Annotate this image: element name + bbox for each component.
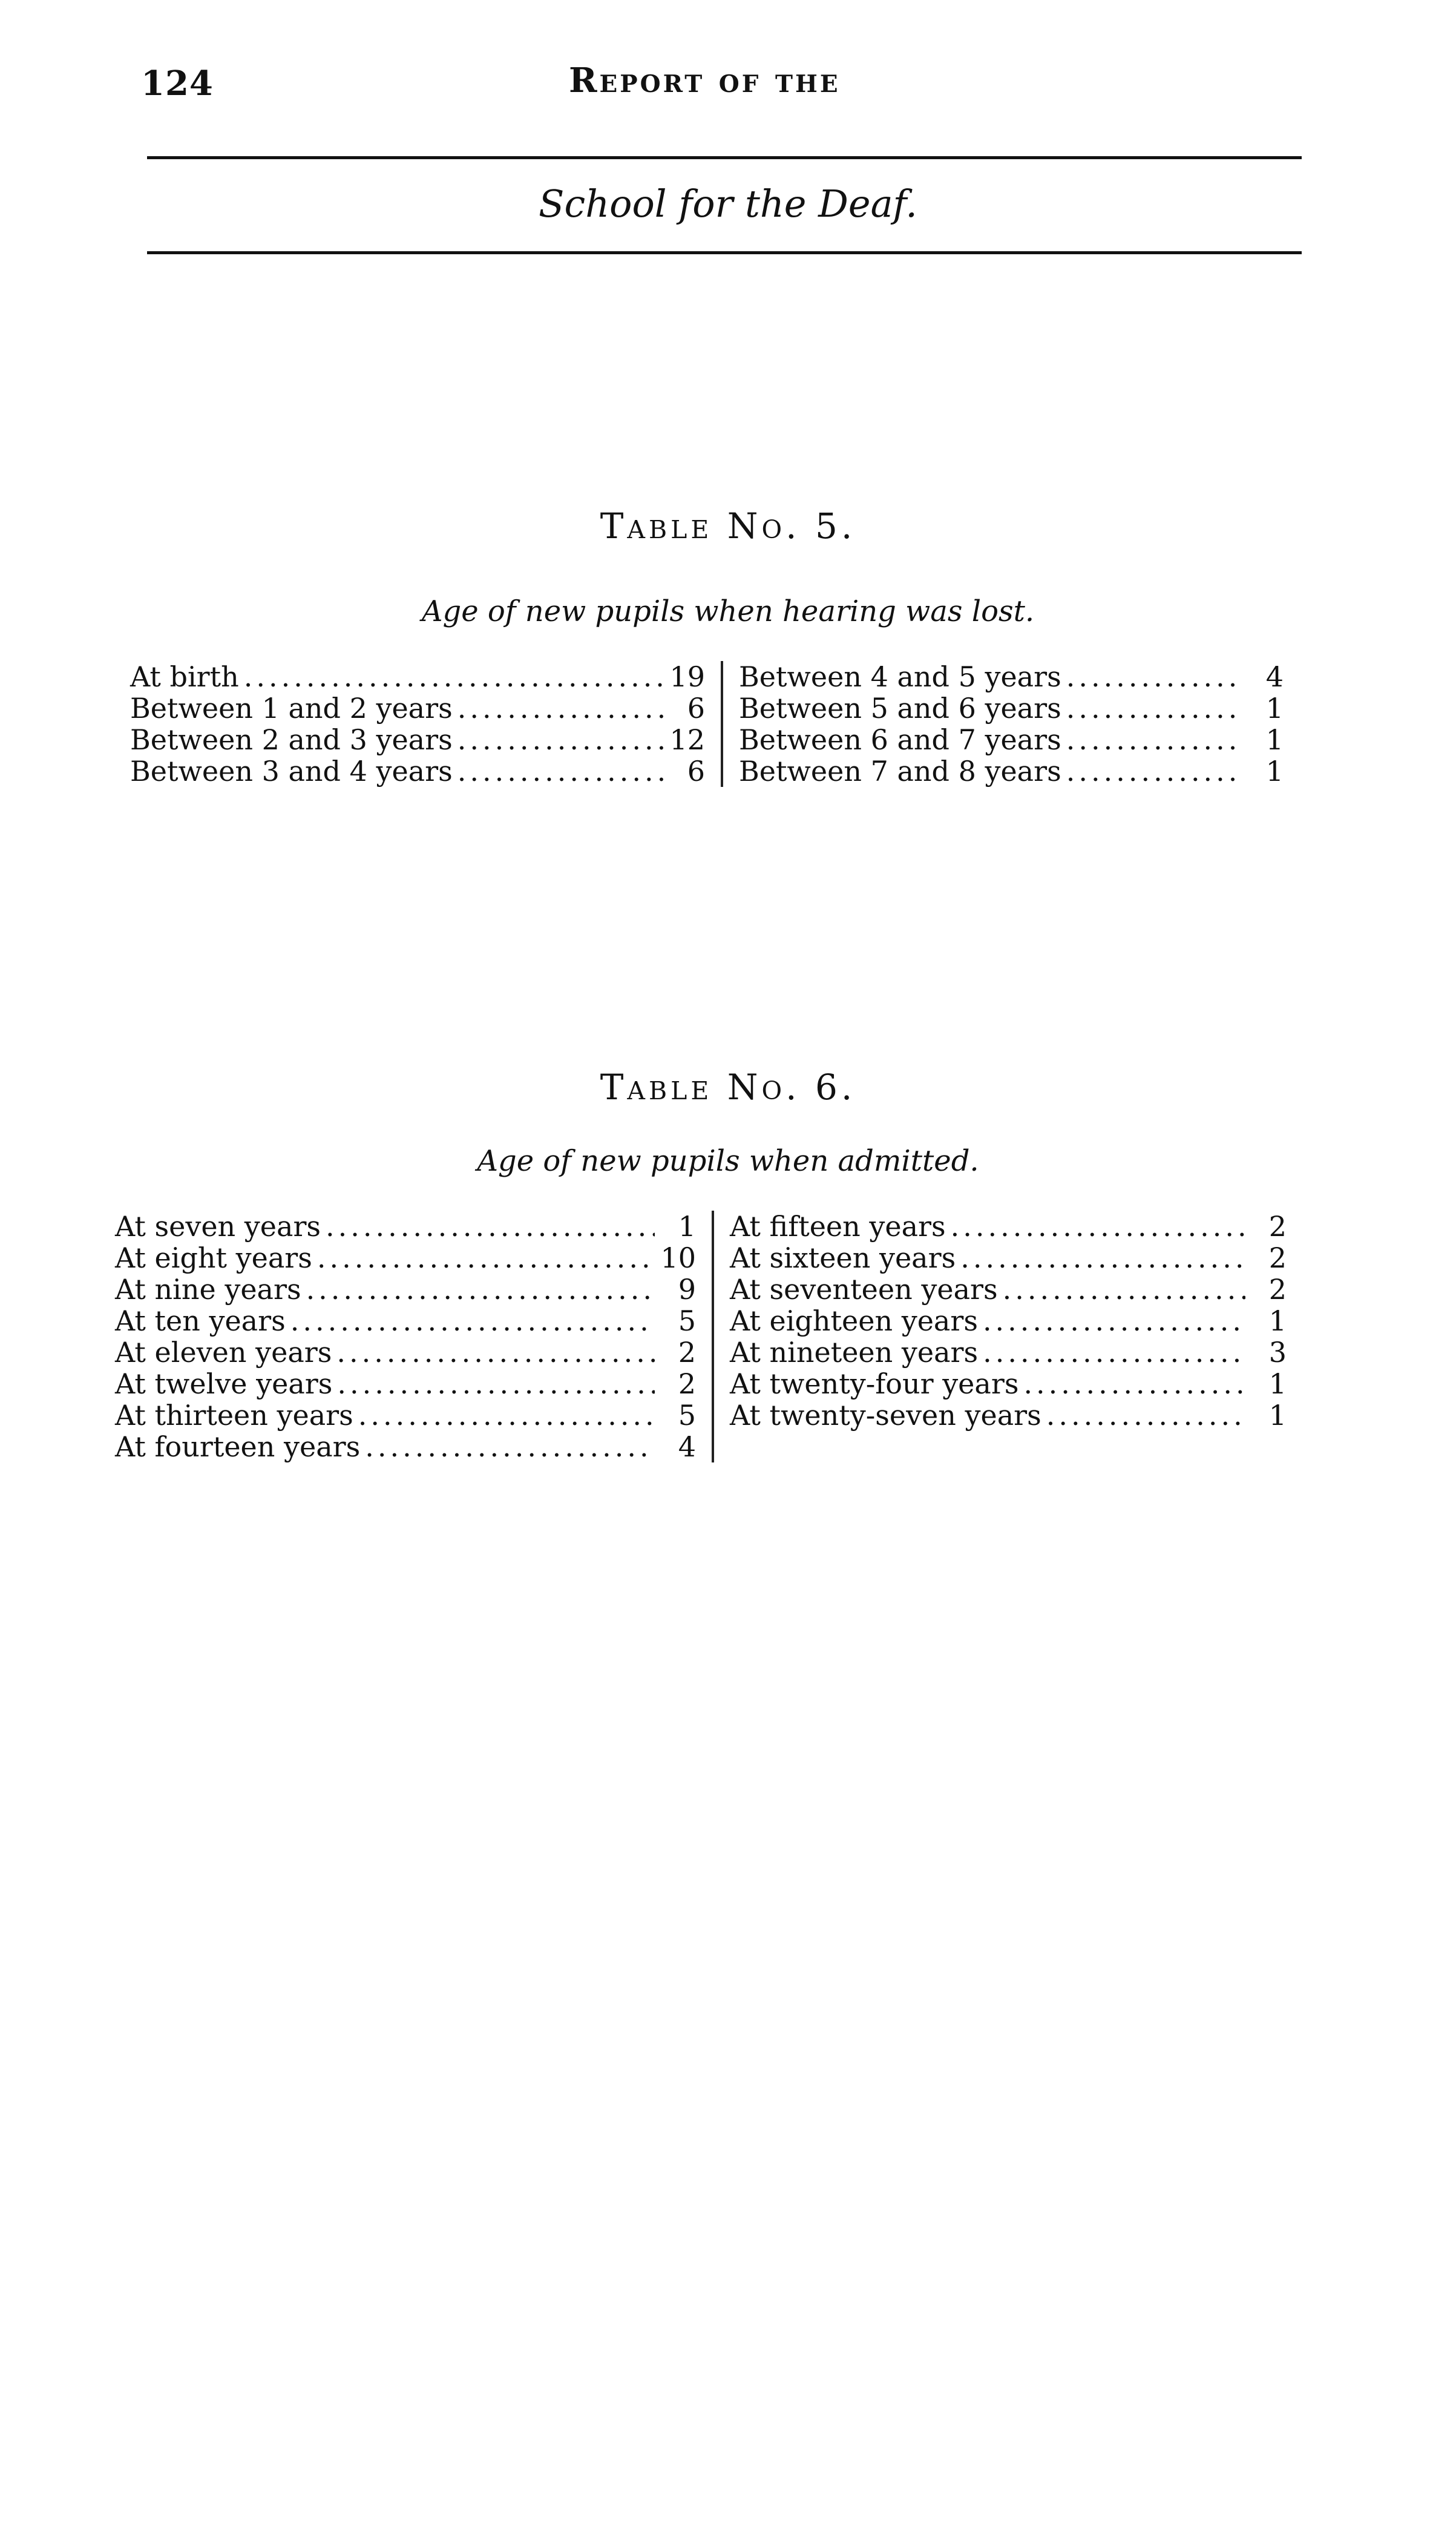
row-value: 19 — [669, 660, 705, 693]
table6-title: Table No. 6. — [600, 1067, 856, 1108]
row-value: 3 — [1268, 1336, 1287, 1369]
row-label: At twelve years — [115, 1367, 333, 1400]
leader-dots — [1023, 1368, 1245, 1400]
row-label: At eleven years — [115, 1336, 332, 1369]
sub-head: School for the Deaf. — [539, 182, 917, 226]
leader-dots — [1066, 724, 1242, 755]
row-value: 2 — [678, 1336, 696, 1369]
leader-dots — [983, 1305, 1245, 1337]
row-label: At nineteen years — [730, 1336, 979, 1369]
row-label: At twenty-seven years — [730, 1399, 1041, 1432]
leader-dots — [365, 1431, 655, 1462]
leader-dots — [457, 724, 664, 755]
row-label: At eight years — [115, 1242, 312, 1274]
table-row — [115, 1305, 696, 1337]
column-divider — [721, 661, 723, 787]
row-value: 12 — [669, 723, 705, 756]
row-value: 1 — [1265, 692, 1284, 725]
table5-caption: Age of new pupils when hearing was lost. — [421, 594, 1035, 628]
table-row — [730, 1368, 1287, 1400]
leader-dots — [457, 692, 664, 724]
table-row — [130, 724, 705, 755]
leader-dots — [317, 1242, 655, 1274]
leader-dots — [1003, 1274, 1245, 1305]
table5-title: Table No. 5. — [600, 505, 856, 547]
row-value: 5 — [678, 1304, 696, 1337]
header-rule-bottom — [147, 251, 1302, 254]
leader-dots — [983, 1337, 1245, 1368]
row-label: At sixteen years — [730, 1242, 956, 1274]
row-label: Between 4 and 5 years — [739, 660, 1061, 693]
leader-dots — [960, 1242, 1245, 1274]
table5-right-column — [739, 661, 1284, 787]
table-row — [115, 1431, 696, 1462]
row-value: 6 — [687, 755, 705, 788]
running-head: Report of the — [569, 61, 841, 100]
row-label: Between 5 and 6 years — [739, 692, 1061, 725]
leader-dots — [1066, 692, 1242, 724]
leader-dots — [336, 1337, 655, 1368]
row-label: At birth — [130, 660, 239, 693]
table-row — [115, 1368, 696, 1400]
leader-dots — [1066, 661, 1242, 692]
header-rule-top — [147, 156, 1302, 159]
page-number: 124 — [141, 64, 214, 104]
row-value: 1 — [1268, 1399, 1287, 1432]
row-label: At eighteen years — [730, 1304, 978, 1337]
table-row — [130, 661, 705, 692]
row-value: 9 — [678, 1273, 696, 1306]
row-label: At twenty-four years — [730, 1367, 1019, 1400]
table-row — [130, 692, 705, 724]
row-label: At fifteen years — [730, 1210, 946, 1243]
leader-dots — [457, 755, 664, 787]
leader-dots — [1066, 755, 1242, 787]
row-label: At fourteen years — [115, 1430, 361, 1463]
row-label: Between 3 and 4 years — [130, 755, 453, 788]
leader-dots — [337, 1368, 655, 1400]
table-row — [115, 1274, 696, 1305]
leader-dots — [326, 1211, 655, 1242]
table-row — [115, 1337, 696, 1368]
table6 — [115, 1211, 1287, 1462]
leader-dots — [244, 661, 664, 692]
leader-dots — [290, 1305, 655, 1337]
leader-dots — [358, 1400, 655, 1431]
row-label: At seventeen years — [730, 1273, 998, 1306]
row-value: 4 — [678, 1430, 696, 1463]
row-value: 6 — [687, 692, 705, 725]
row-value: 2 — [1268, 1242, 1287, 1274]
table-row — [730, 1400, 1287, 1431]
table-row — [730, 1305, 1287, 1337]
row-value: 1 — [678, 1210, 696, 1243]
table-row — [730, 1211, 1287, 1242]
row-value: 1 — [1268, 1367, 1287, 1400]
table-row — [739, 692, 1284, 724]
row-value: 10 — [660, 1242, 696, 1274]
row-value: 2 — [1268, 1273, 1287, 1306]
table-row — [115, 1211, 696, 1242]
table-row — [730, 1242, 1287, 1274]
leader-dots — [1046, 1400, 1245, 1431]
table-row — [739, 661, 1284, 692]
table-row — [730, 1337, 1287, 1368]
leader-dots — [306, 1274, 655, 1305]
table-row — [130, 755, 705, 787]
table-row — [730, 1274, 1287, 1305]
table-row — [739, 724, 1284, 755]
row-label: Between 6 and 7 years — [739, 723, 1061, 756]
row-value: 2 — [678, 1367, 696, 1400]
row-value: 1 — [1268, 1304, 1287, 1337]
leader-dots — [951, 1211, 1245, 1242]
column-divider — [712, 1211, 714, 1462]
table6-right-column — [730, 1211, 1287, 1462]
table-row — [739, 755, 1284, 787]
row-value: 1 — [1265, 755, 1284, 788]
table5 — [130, 661, 1284, 787]
table-row — [115, 1400, 696, 1431]
row-label: Between 1 and 2 years — [130, 692, 453, 725]
row-label: At ten years — [115, 1304, 286, 1337]
row-label: At nine years — [115, 1273, 301, 1306]
row-value: 5 — [678, 1399, 696, 1432]
row-label: Between 7 and 8 years — [739, 755, 1061, 788]
row-value: 2 — [1268, 1210, 1287, 1243]
row-value: 4 — [1265, 660, 1284, 693]
row-label: At thirteen years — [115, 1399, 353, 1432]
row-label: At seven years — [115, 1210, 321, 1243]
table-row — [115, 1242, 696, 1274]
table6-left-column — [115, 1211, 696, 1462]
table5-left-column — [130, 661, 705, 787]
table6-caption: Age of new pupils when admitted. — [477, 1144, 979, 1178]
row-value: 1 — [1265, 723, 1284, 756]
row-label: Between 2 and 3 years — [130, 723, 453, 756]
